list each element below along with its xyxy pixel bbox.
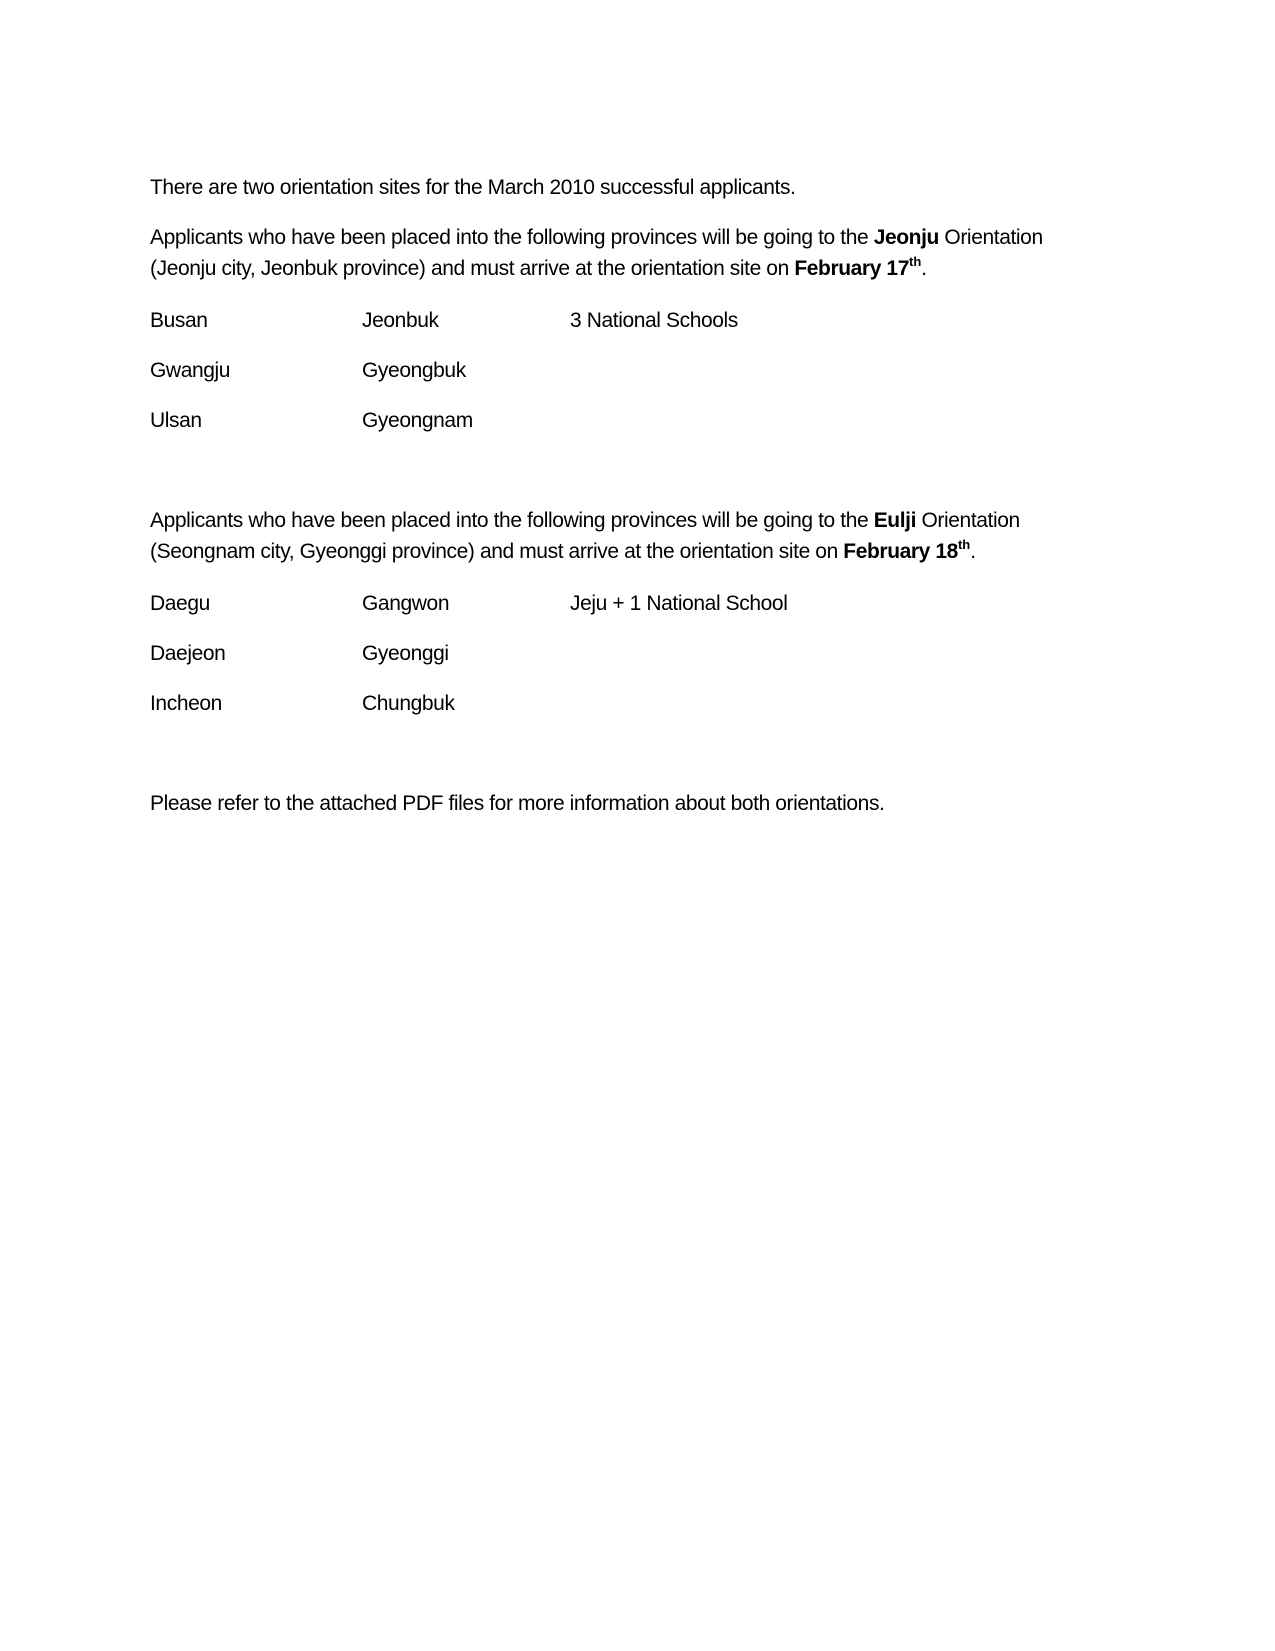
- jeonju-orientation-paragraph: [150, 222, 1185, 286]
- eulji-list-row: [150, 638, 1185, 669]
- intro-text: There are two orientation sites for the March 2010 successful applicants.: [150, 176, 796, 199]
- eulji-date-ordinal: th: [957, 537, 971, 552]
- empty-paragraph: [150, 738, 1185, 769]
- note-cell: 3 National Schools: [570, 309, 738, 332]
- eulji-paragraph-line1: [150, 505, 1185, 536]
- eulji-paragraph-line2: [150, 536, 1185, 569]
- province-cell: Gangwon: [362, 592, 450, 615]
- eulji-line2-text: (Seongnam city, Gyeonggi province) and must arrive at the orientation site on: [150, 540, 844, 563]
- city-cell: Gwangju: [150, 359, 231, 382]
- city-cell: Daejeon: [150, 642, 226, 665]
- eulji-line1-text: Applicants who have been placed into the following provinces will be going to the: [150, 509, 874, 532]
- jeonju-list-row: [150, 305, 1185, 336]
- jeonju-paragraph-line2: [150, 253, 1185, 286]
- jeonju-line1-text: Applicants who have been placed into the following provinces will be going to the: [150, 226, 874, 249]
- city-cell: Daegu: [150, 592, 210, 615]
- province-cell: Gyeongnam: [362, 409, 473, 432]
- eulji-list-row: [150, 688, 1185, 719]
- jeonju-line2-tail: .: [921, 257, 927, 280]
- province-cell: Gyeongbuk: [362, 359, 466, 382]
- closing-text: Please refer to the attached PDF files for more information about both orientations.: [150, 792, 885, 815]
- province-cell: Jeonbuk: [362, 309, 439, 332]
- eulji-line1-tail: Orientation: [916, 509, 1020, 532]
- note-cell: [570, 688, 1185, 719]
- jeonju-arrival-date: February 17: [794, 257, 909, 280]
- province-cell: Chungbuk: [362, 692, 455, 715]
- empty-paragraph: [150, 455, 1185, 486]
- note-cell: [570, 638, 1185, 669]
- intro-paragraph: [150, 172, 1185, 203]
- note-cell: [570, 355, 1185, 386]
- city-cell: Ulsan: [150, 409, 202, 432]
- eulji-list-row: [150, 588, 1185, 619]
- jeonju-paragraph-line1: [150, 222, 1185, 253]
- jeonju-date-ordinal: th: [908, 254, 922, 269]
- city-cell: Incheon: [150, 692, 222, 715]
- eulji-site-name: Eulji: [873, 509, 917, 532]
- eulji-line2-tail: .: [970, 540, 976, 563]
- closing-paragraph: [150, 788, 1185, 819]
- city-cell: Busan: [150, 309, 208, 332]
- jeonju-line2-text: (Jeonju city, Jeonbuk province) and must arrive at the orientation site on: [150, 257, 795, 280]
- jeonju-line1-tail: Orientation: [938, 226, 1043, 249]
- province-cell: Gyeonggi: [362, 642, 449, 665]
- jeonju-list-row: [150, 355, 1185, 386]
- jeonju-list-row: [150, 405, 1185, 436]
- note-cell: [570, 405, 1185, 436]
- eulji-arrival-date: February 18: [843, 540, 958, 563]
- note-cell: Jeju + 1 National School: [570, 592, 788, 615]
- jeonju-site-name: Jeonju: [873, 226, 939, 249]
- eulji-orientation-paragraph: [150, 505, 1185, 569]
